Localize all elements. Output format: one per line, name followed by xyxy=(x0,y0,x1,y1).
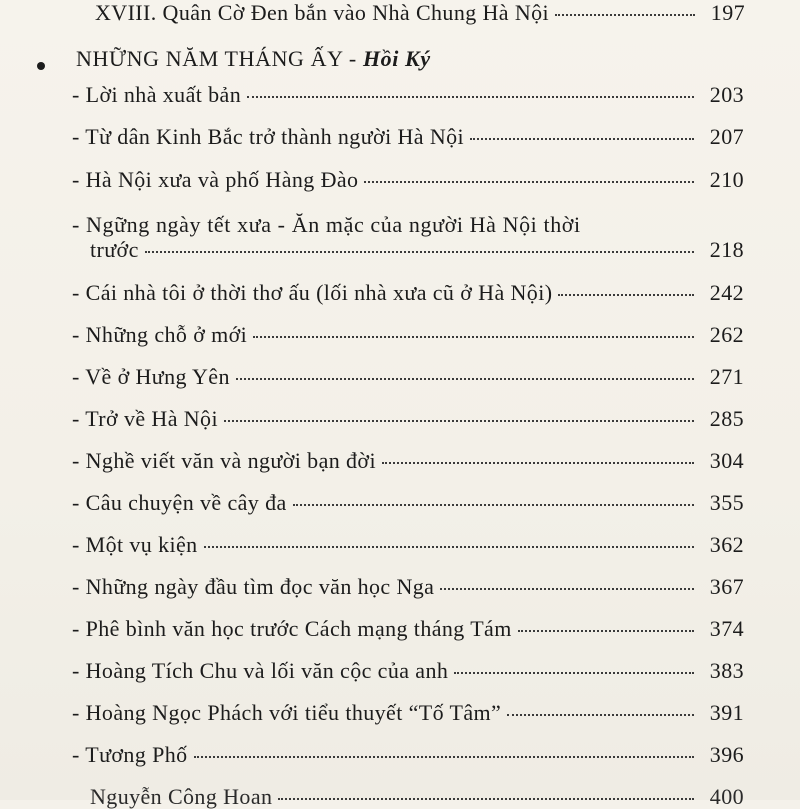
entry-page: 383 xyxy=(709,658,744,683)
dot-leader xyxy=(555,14,695,16)
entry-title: - Lời nhà xuất bản xyxy=(72,82,242,107)
entry-page: 262 xyxy=(709,322,744,347)
section-title: NHỮNG NĂM THÁNG ẤY - xyxy=(76,46,363,71)
dot-leader xyxy=(470,138,694,140)
dot-leader xyxy=(558,294,694,296)
toc-entry xyxy=(72,576,744,598)
entry-title: - Hoàng Ngọc Phách với tiểu thuyết “Tố Tâm” xyxy=(72,700,502,725)
entry-title: XVIII. Quân Cờ Đen bắn vào Nhà Chung Hà Nội xyxy=(95,0,550,25)
entry-page: 271 xyxy=(709,364,744,389)
dot-leader xyxy=(224,420,694,422)
toc-entry xyxy=(72,618,744,640)
entry-title: - Trở về Hà Nội xyxy=(72,406,218,431)
entry-title: - Về ở Hưng Yên xyxy=(72,364,230,389)
toc-entry xyxy=(72,534,744,556)
entry-page: 210 xyxy=(709,167,744,192)
toc-entry xyxy=(95,2,745,24)
entry-page: 391 xyxy=(709,700,744,725)
toc-entry xyxy=(72,169,744,191)
entry-title: - Phê bình văn học trước Cách mạng tháng Tám xyxy=(72,616,512,641)
dot-leader xyxy=(382,462,694,464)
section-kind: Hồi Ký xyxy=(362,46,431,71)
entry-page: 203 xyxy=(709,82,744,107)
entry-title: - Những chỗ ở mới xyxy=(72,322,248,347)
entry-title: - Tương Phố xyxy=(72,742,188,767)
dot-leader xyxy=(253,336,694,338)
toc-entry xyxy=(72,450,744,472)
toc-entry xyxy=(72,126,744,148)
dot-leader xyxy=(364,181,694,183)
toc-entry xyxy=(72,366,744,388)
entry-page: 367 xyxy=(709,574,744,599)
dot-leader xyxy=(518,630,694,632)
toc-entry xyxy=(72,744,744,766)
toc-entry xyxy=(72,660,744,682)
dot-leader xyxy=(194,756,694,758)
dot-leader xyxy=(145,251,694,253)
dot-leader xyxy=(247,96,694,98)
entry-title: - Cái nhà tôi ở thời thơ ấu (lối nhà xưa cũ ở Hà Nội) xyxy=(72,280,553,305)
entry-page: 197 xyxy=(710,0,745,25)
entry-page: 400 xyxy=(709,784,744,809)
toc-entry xyxy=(72,84,744,106)
entry-title: trước xyxy=(90,237,139,262)
toc-entry xyxy=(72,492,744,514)
entry-page: 242 xyxy=(709,280,744,305)
toc-entry xyxy=(72,702,744,724)
toc-entry xyxy=(90,239,744,261)
toc-entry xyxy=(90,786,744,808)
entry-page: 207 xyxy=(709,124,744,149)
entry-page: 218 xyxy=(709,237,744,262)
entry-page: 374 xyxy=(709,616,744,641)
bullet-icon xyxy=(37,62,45,70)
entry-title: - Hà Nội xưa và phố Hàng Đào xyxy=(72,167,359,192)
entry-title: - Từ dân Kinh Bắc trở thành người Hà Nội xyxy=(72,124,465,149)
entry-page: 396 xyxy=(709,742,744,767)
entry-page: 355 xyxy=(709,490,744,515)
entry-title: - Một vụ kiện xyxy=(72,532,198,557)
entry-page: 362 xyxy=(709,532,744,557)
entry-title-line1: - Ngững ngày tết xưa - Ăn mặc của người Hà Nội thời xyxy=(72,212,581,237)
entry-title: Nguyễn Công Hoan xyxy=(90,784,273,809)
dot-leader xyxy=(440,588,694,590)
section-heading xyxy=(76,46,431,72)
dot-leader xyxy=(236,378,694,380)
toc-entry xyxy=(72,282,744,304)
toc-entry xyxy=(72,408,744,430)
entry-title: - Câu chuyện về cây đa xyxy=(72,490,287,515)
entry-title: - Nghề viết văn và người bạn đời xyxy=(72,448,376,473)
entry-page: 304 xyxy=(709,448,744,473)
entry-title: - Những ngày đầu tìm đọc văn học Nga xyxy=(72,574,435,599)
dot-leader xyxy=(204,546,694,548)
dot-leader xyxy=(507,714,694,716)
toc-entry xyxy=(72,324,744,346)
entry-page: 285 xyxy=(709,406,744,431)
entry-title: - Hoàng Tích Chu và lối văn cộc của anh xyxy=(72,658,449,683)
dot-leader xyxy=(293,504,694,506)
dot-leader xyxy=(454,672,694,674)
